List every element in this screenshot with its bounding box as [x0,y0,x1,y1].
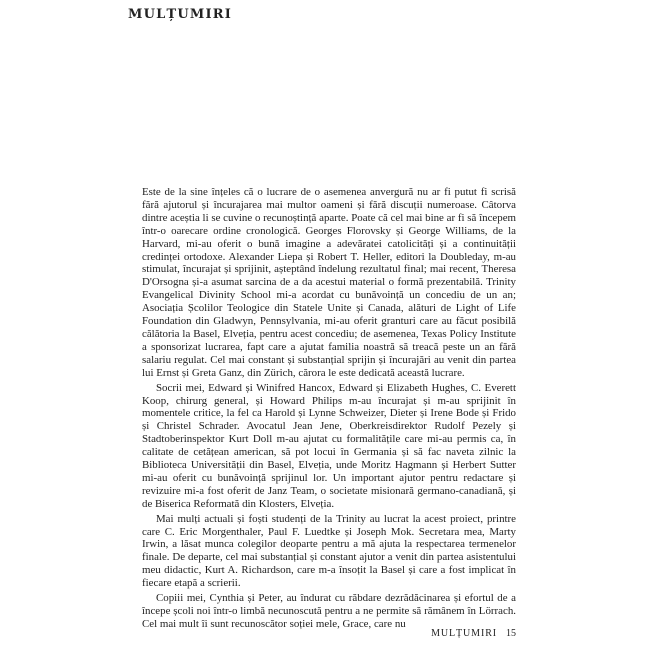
paragraph-3: Mai mulți actuali și foști studenți de la Trinity au lucrat la acest proiect, printre care C. Eric Morgenthaler, Paul F. Luedtke și Joseph Mok. Secretara mea, Marty Irwin, a lăsat munca colegilor deoparte pentru a mă ajuta la respectarea termenelor finale. De departe, cel mai substanțial și constant ajutor a venit din partea asistentului meu didactic, Kurt A. Richardson, care m-a însoțit la Basel și care a fost implicat în fiecare etapă a scrierii. [142,512,516,590]
paragraph-1: Este de la sine înțeles că o lucrare de o asemenea anvergură nu ar fi putut fi scrisă fără ajutorul și încurajarea mai multor oameni și fără discuții numeroase. Câtorva dintre aceștia li se cuvine o recunoștință aparte. Poate că cel mai bine ar fi să începem într-o oarecare ordine cronologică. Georges Florovsky și George Williams, de la Harvard, mi-au oferit o bună imagine a adevăratei catolicități și a continuității credinței ortodoxe. Alexander Liepa și Robert T. Heller, editori la Doubleday, m-au stimulat, încurajat și sprijinit, așteptând îndelung rezultatul final; mai recent, Theresa D'Orsogna și-a asumat sarcina de a da acestui material o formă prezentabilă. Trinity Evangelical Divinity School mi-a acordat cu bunăvoință un concediu de un an; Asociația Școlilor Teologice din Statele Unite și Canada, alături de Light of Life Foundation din Gladwyn, Pennsylvania, mi-au oferit granturi care au făcut posibilă călătoria la Basel, Elveția, pentru acest concediu; de asemenea, Texas Policy Institute a sponsorizat lucrarea, fapt care a ajutat familia noastră să treacă peste un an fără salariu regulat. Cel mai constant și substanțial sprijin și încurajări au venit din partea lui Ernst și Greta Ganz, din Zürich, cărora le este dedicată această lucrare. [142,186,516,379]
paragraph-4: Copiii mei, Cynthia și Peter, au îndurat cu răbdare dezrădăcinarea și efortul de a începe școli noi într-o limbă necunoscută pentru a ne permite să rămânem în Lörrach. Cel mai mult îi sunt recunoscător soției mele, Grace, care nu [142,592,516,630]
body-text [142,186,516,631]
chapter-title: MULȚUMIRI [128,7,233,22]
running-head: MULȚUMIRI [431,628,497,639]
page-number: 15 [506,628,516,639]
paragraph-2: Socrii mei, Edward și Winifred Hancox, Edward și Elizabeth Hughes, C. Everett Koop, chirurg general, și Howard Philips m-au încurajat și m-au sprijinit în momentele critice, la fel ca Harold și Lynne Schweizer, Dieter și Irene Bode și Frido și Christel Schrader. Avocatul Jean Jene, Oberkreisdirektor Rudolf Pezely și Stadtoberinspektor Kurt Doll m-au ajutat cu formalitățile care mi-au permis ca, în calitate de cetățean american, să pot locui în Germania și să fac naveta zilnic la Biblioteca Universității din Basel, Elveția, unde Moritz Hagmann și Herbert Sutter mi-au oferit cu bunăvoință sprijinul lor. Un important ajutor pentru redactare și revizuire mi-a fost oferit de Janz Team, o societate misionară germano-canadiană, și de Biserica Reformată din Klosters, Elveția. [142,381,516,510]
page-footer [398,628,516,639]
